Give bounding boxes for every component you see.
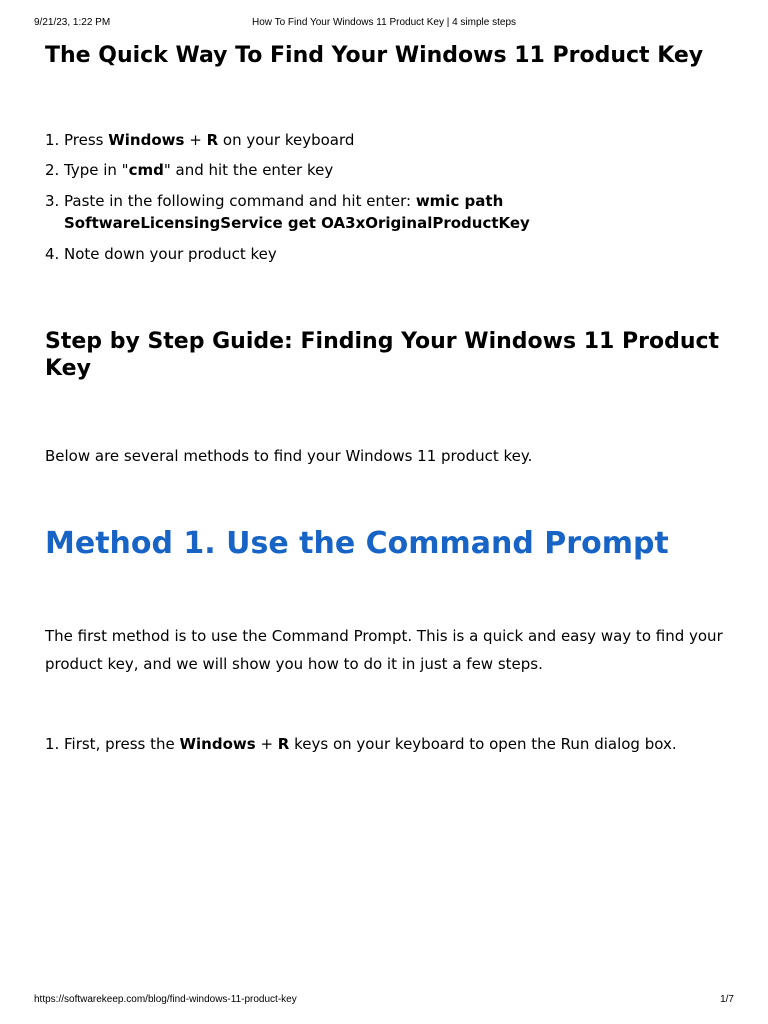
list-number: 2.	[45, 161, 60, 179]
quick-steps-list	[45, 129, 725, 265]
wmic-command: wmic path SoftwareLicensingService get OA3xOriginalProductKey	[64, 192, 530, 232]
key-windows: Windows	[179, 735, 256, 753]
step-text: +	[184, 131, 207, 149]
list-item	[45, 733, 735, 755]
list-number: 1.	[45, 735, 60, 753]
print-page-title: How To Find Your Windows 11 Product Key | 4 simple steps	[251, 17, 517, 28]
method1-intro: The first method is to use the Command Prompt. This is a quick and easy way to find your product key, and we will show you how to do it in just a few steps.	[45, 627, 723, 673]
step-text: Note down your product key	[64, 245, 277, 263]
method1-heading: Method 1. Use the Command Prompt	[45, 526, 669, 561]
list-number: 4.	[45, 245, 60, 263]
list-item	[45, 129, 725, 151]
print-date: 9/21/23, 1:22 PM	[34, 17, 111, 28]
step-text: on your keyboard	[218, 131, 355, 149]
list-item	[45, 190, 725, 234]
step-text: " and hit the enter key	[163, 161, 334, 179]
step-text: Paste in the following command and hit enter:	[64, 192, 416, 210]
command-cmd: cmd	[128, 161, 164, 179]
list-number: 1.	[45, 131, 60, 149]
key-windows: Windows	[108, 131, 185, 149]
key-r: R	[277, 735, 290, 753]
list-item	[45, 159, 725, 181]
step-text: Press	[64, 131, 109, 149]
article-title: The Quick Way To Find Your Windows 11 Product Key	[45, 43, 704, 68]
method1-steps-list	[45, 733, 735, 755]
print-url: https://softwarekeep.com/blog/find-windows-11-product-key	[34, 994, 297, 1005]
step-text: +	[255, 735, 278, 753]
page-number: 1/7	[720, 994, 734, 1005]
guide-heading: Step by Step Guide: Finding Your Windows 11 Product Key	[45, 329, 720, 381]
step-text: First, press the	[64, 735, 180, 753]
guide-intro: Below are several methods to find your Windows 11 product key.	[45, 447, 533, 465]
step-text: Type in "	[64, 161, 129, 179]
step-text: keys on your keyboard to open the Run dialog box.	[289, 735, 677, 753]
list-number: 3.	[45, 192, 60, 210]
list-item	[45, 243, 725, 265]
key-r: R	[206, 131, 219, 149]
